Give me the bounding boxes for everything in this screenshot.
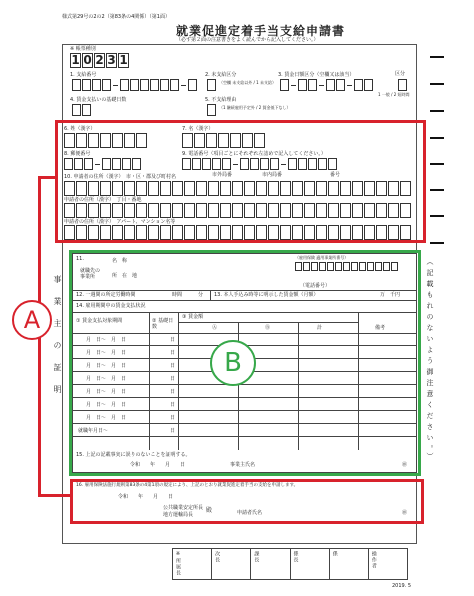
section-a-connector <box>38 176 58 179</box>
address-row3-cells[interactable] <box>64 225 411 240</box>
last-row-label: 就職年月日〜 <box>78 428 109 434</box>
phone-sub-area: 市外局番 <box>212 172 233 178</box>
registration-mark <box>430 110 444 112</box>
address-row1-cells[interactable] <box>64 181 411 196</box>
version-label: 2019. 5 <box>392 583 412 589</box>
period-cell: 月 日〜 月 日 <box>86 389 127 395</box>
registration-mark <box>430 242 444 244</box>
field3-label: 3. 賃金日額区分（空欄又は該当） <box>278 72 355 78</box>
given-name-label: 7. 名（漢字） <box>182 126 214 132</box>
registration-mark <box>430 83 444 85</box>
stamp-cell <box>369 549 407 579</box>
col-note: 備考 <box>375 325 386 331</box>
label-a-circle <box>12 300 52 340</box>
registration-mark <box>430 189 444 191</box>
address-label: 10. 申請者の住所（漢字） 市・区・郡及び町村名 <box>64 174 177 180</box>
row16-label: 16. 雇用保険法施行規則第83条の4第1項の規定により、上記のとおり就業促進定着手当の支給を申請します。 <box>76 483 299 488</box>
postal-cells[interactable] <box>64 158 141 170</box>
applicant-name-label: 申請者氏名 <box>237 510 263 516</box>
period-cell: 月 日〜 月 日 <box>86 402 127 408</box>
stamp-cell <box>291 549 330 579</box>
field4-cells[interactable] <box>72 104 91 116</box>
section-a-connector <box>38 494 71 497</box>
phone-cells[interactable] <box>182 158 337 170</box>
field3-cells[interactable] <box>280 79 373 91</box>
registration-mark <box>430 215 444 217</box>
field2-options: （空欄 未支給以外 / 1 未支給） <box>219 80 276 85</box>
stamp-label: ※所属長 <box>175 551 181 576</box>
address3-label: 申請者の住所（漢字） アパート、マンション名等 <box>64 219 176 225</box>
days-cell: 日 <box>170 415 176 421</box>
row11-label: 11. <box>76 256 84 262</box>
stamp-label: 係 <box>331 551 338 557</box>
days-cell: 日 <box>170 350 176 356</box>
col-period: ① 賃金支払対象期間 <box>76 318 123 324</box>
stamp-cell <box>330 549 369 579</box>
label-b-circle <box>210 340 256 386</box>
employer-no-label: （雇用保険 適用事業所番号） <box>295 255 349 260</box>
hours-unit: 時間 <box>172 292 183 298</box>
period-cell: 月 日〜 月 日 <box>86 415 127 421</box>
col-b: Ⓑ <box>265 325 271 331</box>
col-days: ② 基礎日数 <box>152 318 174 330</box>
stamp-label: 操作者 <box>370 551 377 569</box>
seal-mark: ㊞ <box>402 510 408 516</box>
minutes-unit: 分 <box>198 292 204 298</box>
address2-label: 申請者の住所（漢字） 丁目・番地 <box>64 197 142 203</box>
field5-cell[interactable] <box>207 104 216 116</box>
registration-mark <box>430 137 444 139</box>
days-cell: 日 <box>170 363 176 369</box>
field2-cell[interactable] <box>207 79 216 91</box>
row13-label: 13. 本人手込み時等に明示した賃金額（月額） <box>214 292 319 298</box>
field4-label: 4. 賃金支払いの基礎日数 <box>70 97 127 103</box>
kubun-cell[interactable] <box>398 79 407 91</box>
surname-cells[interactable] <box>64 133 147 148</box>
dono-label: 殿 <box>206 507 213 514</box>
field2-label: 2. 未支給区分 <box>205 72 237 78</box>
phone-number-label: （電話番号） <box>300 283 331 289</box>
col-amount: ③ 賃金額 <box>182 314 204 320</box>
kubun-label: 区分 <box>395 71 406 77</box>
stamp-row <box>172 548 408 580</box>
field5-label: 5. 不支給理由 <box>205 97 237 103</box>
row12-label: 12. 一週間の所定労働時間 <box>76 292 136 298</box>
location-label: 所 在 地 <box>112 273 138 279</box>
days-cell: 日 <box>170 428 176 434</box>
row15-label: 15. 上記の記載事実に誤りのないことを証明する。 <box>76 452 191 458</box>
office-label: 就職先の事業所 <box>80 268 101 280</box>
form-type-digit: 1 <box>71 53 80 67</box>
form-type-digit: 1 <box>119 53 128 67</box>
phone-sub-number: 番号 <box>330 172 341 178</box>
field1-cells[interactable] <box>72 79 197 91</box>
stamp-cell <box>212 549 251 579</box>
label-b-text: B <box>224 348 242 378</box>
days-cell: 日 <box>170 402 176 408</box>
registration-mark <box>430 56 444 58</box>
yen-unit: 万 千円 <box>380 292 401 298</box>
stamp-label: 課長 <box>253 551 260 563</box>
field5-options: （1 継続雇用予定外 / 2 賃金低下なし） <box>219 105 291 110</box>
kubun-options: 1 一般 / 2 短時間 <box>378 92 410 97</box>
form-type-cells <box>70 53 129 68</box>
name-label: 名 称 <box>112 258 128 264</box>
address-row2-cells[interactable] <box>64 203 411 218</box>
period-cell: 月 日〜 月 日 <box>86 363 127 369</box>
phone-label: 9. 電話番号（項目ごとにそれぞれ左詰めで記入してください。） <box>182 151 326 157</box>
postal-label: 8. 郵便番号 <box>64 151 91 157</box>
office-title: 公共職業安定所長 <box>163 505 204 511</box>
certify-date: 令和 年 月 日 <box>130 462 186 468</box>
page-title: 就業促進定着手当支給申請書 <box>176 24 346 38</box>
registration-mark <box>430 163 444 165</box>
stamp-cell <box>251 549 290 579</box>
days-cell: 日 <box>170 376 176 382</box>
label-a-text: A <box>23 306 41 334</box>
form-type-digit: 3 <box>107 53 116 67</box>
period-cell: 月 日〜 月 日 <box>86 350 127 356</box>
page-subtitle: （必ず第２面の注意書きをよく読んでから記入してください。） <box>176 37 319 43</box>
form-type-digit: 0 <box>83 53 92 67</box>
days-cell: 日 <box>170 389 176 395</box>
field1-label: 1. 支給番号 <box>70 72 97 78</box>
stamp-label: 次長 <box>214 551 221 563</box>
form-type-label: ※ 帳票種別 <box>70 46 96 52</box>
row14-label: 14. 雇用期間中の賃金支払状況 <box>76 303 146 309</box>
stamp-cell <box>173 549 212 579</box>
employer-name-label: 事業主氏名 <box>230 462 256 468</box>
form-number: 様式第29号の2の2（第83条の4関係）（第1面） <box>62 14 170 20</box>
surname-label: 6. 姓（漢字） <box>64 126 96 132</box>
form-type-digit: 2 <box>95 53 104 67</box>
seal-mark: ㊞ <box>402 462 408 468</box>
stamp-label: 係長 <box>292 551 299 563</box>
days-cell: 日 <box>170 337 176 343</box>
col-a: Ⓐ <box>212 325 218 331</box>
right-side-note: （記載もれのないよう御注意ください。） <box>426 258 434 464</box>
period-cell: 月 日〜 月 日 <box>86 337 127 343</box>
col-total: 計 <box>317 325 323 331</box>
period-cell: 月 日〜 月 日 <box>86 376 127 382</box>
office-title-2: 地方運輸局長 <box>163 512 194 518</box>
application-date: 令和 年 月 日 <box>118 494 174 500</box>
employer-side-label: 事業主の証明 <box>53 275 62 407</box>
given-name-cells[interactable] <box>182 133 265 148</box>
phone-sub-local: 市内局番 <box>262 172 283 178</box>
